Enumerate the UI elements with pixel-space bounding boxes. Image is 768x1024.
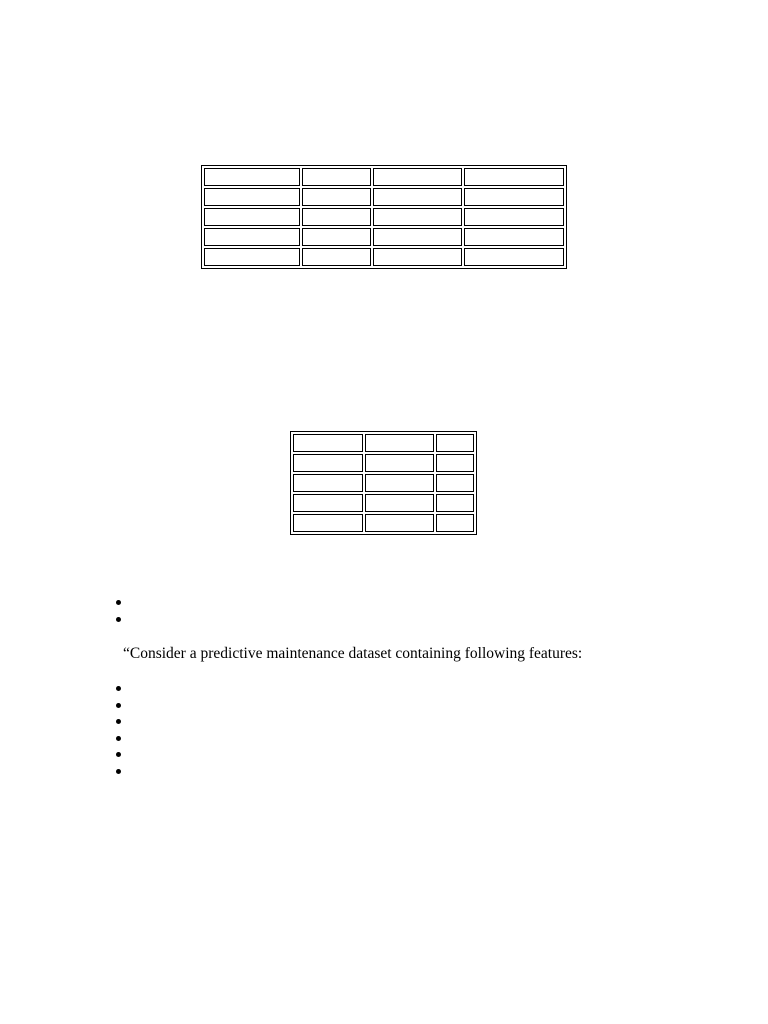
- table-cell: [302, 208, 371, 226]
- table-cell: [373, 168, 462, 186]
- table-row: [293, 474, 474, 492]
- table-cell: [302, 168, 371, 186]
- list-item: [100, 611, 122, 628]
- bullet-icon: [116, 600, 121, 605]
- table-cell: [293, 454, 363, 472]
- intro-paragraph: “Consider a predictive maintenance dataset containing following features:: [123, 645, 583, 662]
- bullet-icon: [116, 703, 121, 708]
- table-row: [204, 208, 564, 226]
- table-cell: [365, 514, 435, 532]
- table-cell: [464, 228, 564, 246]
- table-cell: [293, 474, 363, 492]
- table-cell: [365, 494, 435, 512]
- table-cell: [204, 188, 300, 206]
- list-item: [100, 713, 122, 730]
- table-cell: [204, 168, 300, 186]
- table-cell: [436, 474, 474, 492]
- data-table-2: [290, 431, 477, 535]
- bullet-icon: [116, 769, 121, 774]
- bullet-icon: [116, 719, 121, 724]
- list-item: [100, 680, 122, 697]
- list-item: [100, 746, 122, 763]
- bullet-list-2: [100, 680, 122, 780]
- table-row: [204, 248, 564, 266]
- list-item: [100, 697, 122, 714]
- table-cell: [302, 228, 371, 246]
- table-cell: [436, 434, 474, 452]
- table-cell: [365, 434, 435, 452]
- bullet-list-1: [100, 594, 122, 627]
- table-cell: [373, 228, 462, 246]
- table-row: [293, 514, 474, 532]
- table-row: [293, 494, 474, 512]
- list-item: [100, 730, 122, 747]
- table-cell: [373, 208, 462, 226]
- table-cell: [436, 454, 474, 472]
- table-cell: [293, 494, 363, 512]
- table-cell: [436, 494, 474, 512]
- table-cell: [464, 188, 564, 206]
- bullet-icon: [116, 686, 121, 691]
- list-item: [100, 594, 122, 611]
- table-cell: [373, 248, 462, 266]
- table-cell: [293, 434, 363, 452]
- bullet-icon: [116, 752, 121, 757]
- table-row: [204, 188, 564, 206]
- table-cell: [373, 188, 462, 206]
- table-cell: [464, 248, 564, 266]
- table-row: [293, 434, 474, 452]
- data-table-1: [201, 165, 567, 269]
- table-cell: [464, 168, 564, 186]
- table-cell: [293, 514, 363, 532]
- bullet-icon: [116, 736, 121, 741]
- table-cell: [204, 228, 300, 246]
- table-cell: [204, 208, 300, 226]
- table-cell: [204, 248, 300, 266]
- table-row: [204, 168, 564, 186]
- list-item: [100, 763, 122, 780]
- table-cell: [464, 208, 564, 226]
- table-cell: [436, 514, 474, 532]
- table-cell: [302, 188, 371, 206]
- table-row: [293, 454, 474, 472]
- table-cell: [365, 474, 435, 492]
- table-cell: [365, 454, 435, 472]
- bullet-icon: [116, 617, 121, 622]
- table-row: [204, 228, 564, 246]
- table-cell: [302, 248, 371, 266]
